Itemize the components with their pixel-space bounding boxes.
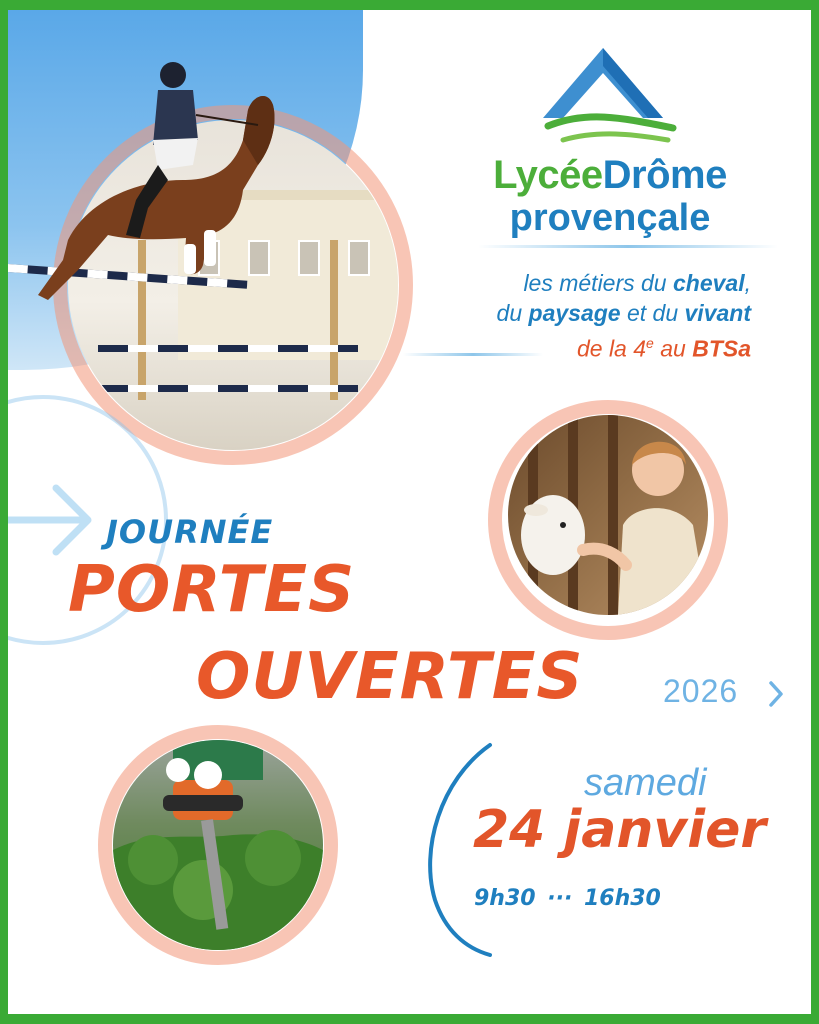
logo-word-provencale: provençale [509,197,711,239]
tagline-btsa: BTSa [692,335,751,362]
event-title-ouvertes: OUVERTES [196,640,584,714]
tagline-cheval: cheval [673,270,745,296]
event-label: JOURNÉE [106,513,274,551]
tagline-line-3 [371,328,751,364]
event-day: samedi [584,762,707,804]
horse-rider-icon [8,30,328,360]
chevron-right-icon [768,680,784,708]
tagline-sup: e [646,335,654,351]
mountain-wave-logo [448,38,778,158]
logo-word-lycee: Lycée [493,153,603,197]
poster [8,10,811,1014]
sheep-photo [508,415,708,615]
tagline-paysage: paysage [528,300,621,326]
tagline-text: les métiers du [523,270,673,296]
event-date: 24 janvier [473,800,767,860]
tagline-text: au [653,335,693,362]
event-hours: 9h30 ··· 16h30 [474,886,661,911]
tagline [371,268,751,364]
logo-word-drome: Drôme [602,153,727,197]
tagline-line-1 [371,268,751,298]
tagline-text: et du [620,300,685,326]
tagline-text: de la 4 [576,335,647,362]
tagline-vivant: vivant [684,300,751,326]
sheep-woman-icon [508,415,708,615]
hedge-trimmer-photo [113,740,323,950]
jump-post [330,240,338,400]
jump-rail [98,385,358,392]
window [348,240,370,276]
tagline-text: du [496,300,529,326]
event-title-portes: PORTES [68,553,356,627]
tagline-line-2 [371,298,751,328]
tagline-text: , [744,270,751,296]
school-name [460,155,760,195]
arrow-right-icon [8,480,98,560]
divider [478,245,778,248]
hedge-trimmer-icon [113,740,323,950]
event-year: 2026 [663,673,739,709]
